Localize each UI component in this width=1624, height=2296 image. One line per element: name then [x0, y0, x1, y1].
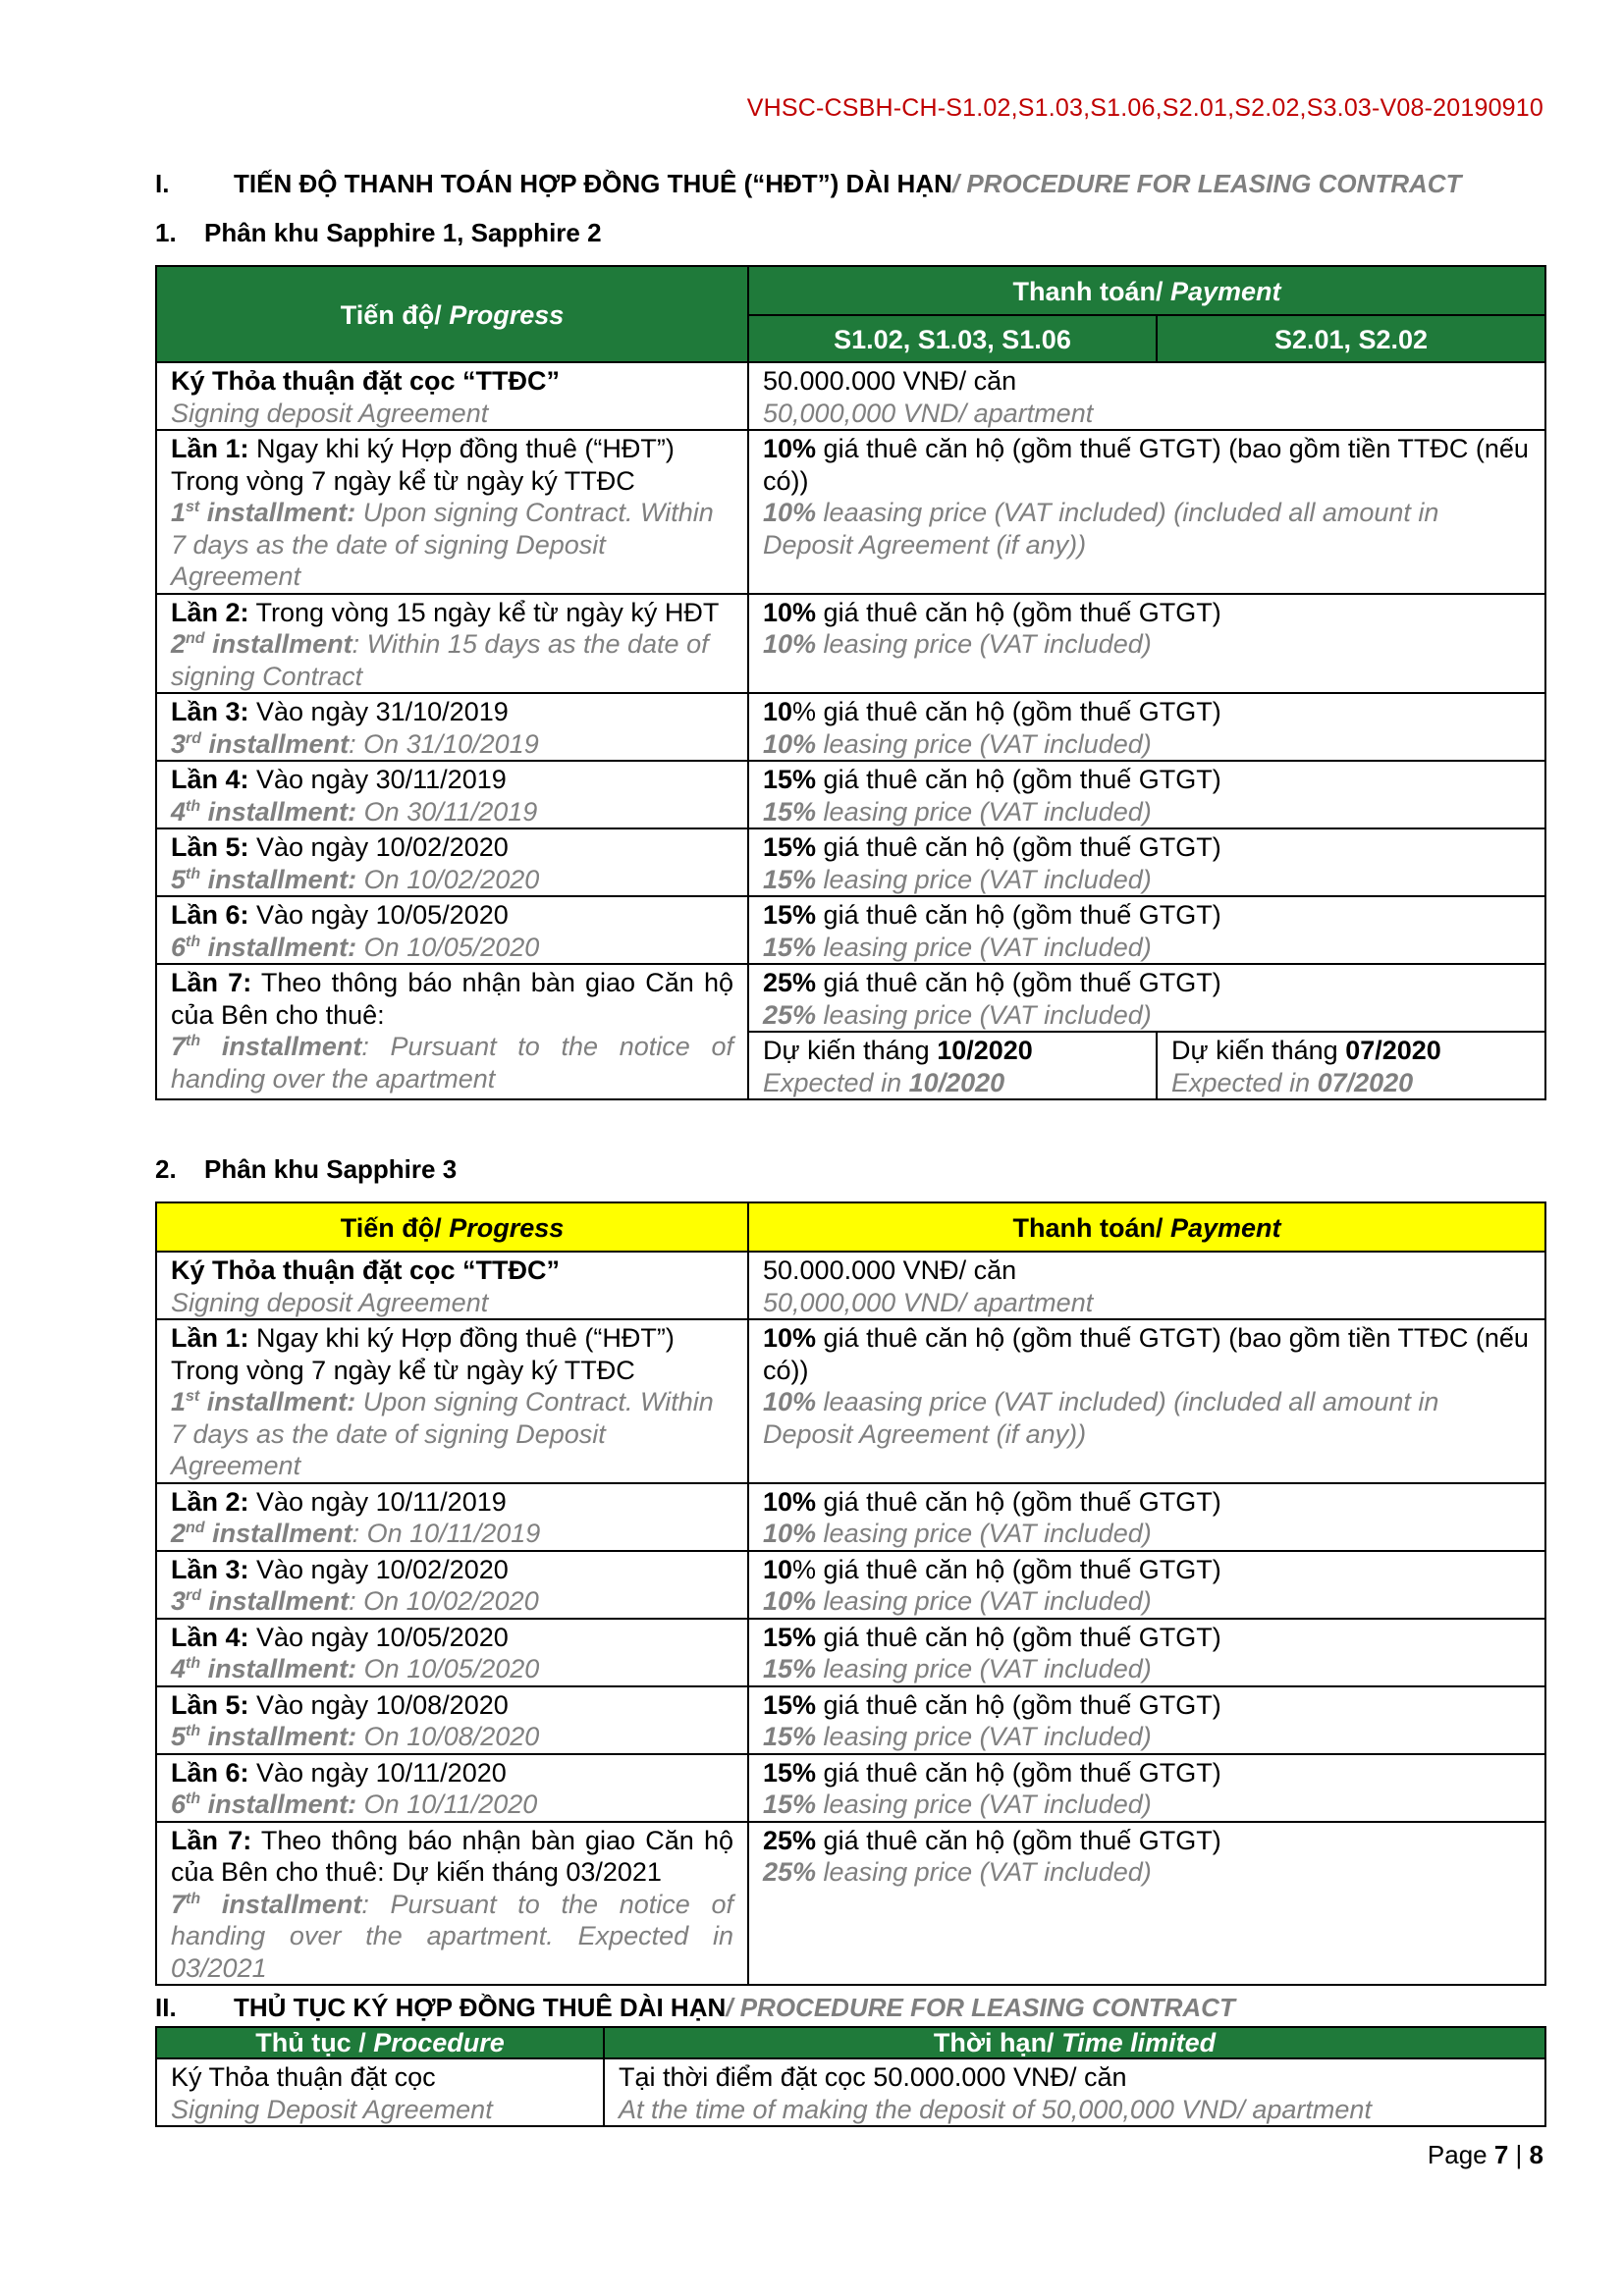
payment-en: 10% leasing price (VAT included): [763, 728, 1152, 759]
document-code: VHSC-CSBH-CH-S1.02,S1.03,S1.06,S2.01,S2.02,S3.03-V08-20190910: [746, 94, 1543, 122]
payment-cell: [748, 964, 1545, 1032]
time-limit-header-en: Time limited: [1061, 2028, 1217, 2057]
progress-en: 1st installment: Upon signing Contract. Within 7 days as the date of signing Deposit Agreement: [171, 498, 714, 591]
subsection-1-title: Phân khu Sapphire 1, Sapphire 2: [204, 218, 602, 247]
progress-en: 2nd installment: On 10/11/2019: [171, 1519, 541, 1548]
progress-en: 6th installment: On 10/05/2020: [171, 932, 540, 962]
progress-cell: [156, 964, 748, 1099]
progress-cell: [156, 1551, 748, 1619]
time-limit-cell: [604, 2058, 1545, 2126]
progress-cell: [156, 1483, 748, 1551]
progress-vi: Lần 5: Vào ngày 10/02/2020: [171, 832, 509, 862]
payment-en: 15% leasing price (VAT included): [763, 864, 1152, 894]
section-2-number: II.: [155, 1993, 177, 2022]
table-row: [156, 693, 1545, 761]
payment-cell: [748, 1754, 1545, 1822]
progress-cell: [156, 362, 748, 430]
table-row: [156, 1754, 1545, 1822]
payment-vi: 10% giá thuê căn hộ (gồm thuế GTGT): [763, 697, 1221, 726]
payment-cell: [748, 594, 1545, 694]
unit-group-a-header: S1.02, S1.03, S1.06: [748, 315, 1157, 362]
payment-vi: 15% giá thuê căn hộ (gồm thuế GTGT): [763, 765, 1221, 794]
payment-cell: [748, 1619, 1545, 1686]
procedure-vi: Ký Thỏa thuận đặt cọc: [171, 2062, 436, 2092]
section-1-heading: [155, 169, 1461, 199]
progress-cell: [156, 1754, 748, 1822]
payment-vi: 25% giá thuê căn hộ (gồm thuế GTGT): [763, 1825, 1221, 1855]
procedure-cell: [156, 2058, 604, 2126]
procedure-header: [156, 2027, 604, 2058]
progress-header-vi: Tiến độ/: [340, 1212, 450, 1243]
payment-vi: 15% giá thuê căn hộ (gồm thuế GTGT): [763, 900, 1221, 930]
progress-en: 2nd installment: Within 15 days as the date of signing Contract: [171, 629, 709, 691]
payment-en: 10% leasing price (VAT included): [763, 1586, 1152, 1616]
payment-vi: 10% giá thuê căn hộ (gồm thuế GTGT): [763, 1486, 1221, 1517]
payment-vi: 10% giá thuê căn hộ (gồm thuế GTGT): [763, 597, 1221, 627]
progress-vi: Lần 2: Vào ngày 10/11/2019: [171, 1486, 507, 1517]
table-row: [156, 964, 1545, 1032]
unit-group-b-header: S2.01, S2.02: [1157, 315, 1545, 362]
progress-header-en: Progress: [449, 1212, 565, 1243]
progress-vi: Lần 3: Vào ngày 31/10/2019: [171, 697, 509, 726]
section-1-number: I.: [155, 169, 170, 198]
payment-en: 10% leasing price (VAT included): [763, 1519, 1152, 1548]
procedure-table: [155, 2026, 1546, 2127]
subsection-1-heading: [155, 218, 602, 248]
progress-vi: Lần 1: Ngay khi ký Hợp đồng thuê (“HĐT”) Trong vòng 7 ngày kể từ ngày ký TTĐC: [171, 434, 675, 496]
payment-en: 10% leaasing price (VAT included) (included all amount in Deposit Agreement (if any)): [763, 1387, 1439, 1449]
progress-cell: [156, 594, 748, 694]
table-row: [156, 362, 1545, 430]
progress-cell: [156, 693, 748, 761]
section-1-title-en: / PROCEDURE FOR LEASING CONTRACT: [951, 169, 1462, 198]
progress-cell: [156, 1822, 748, 1986]
payment-en: 15% leasing price (VAT included): [763, 932, 1152, 962]
procedure-header-en: Procedure: [373, 2028, 505, 2057]
progress-en: Signing deposit Agreement: [171, 398, 489, 428]
payment-cell: [748, 362, 1545, 430]
payment-cell: [748, 761, 1545, 828]
table-row: [156, 1319, 1545, 1483]
progress-en: 4th installment: On 30/11/2019: [171, 796, 538, 827]
progress-cell: [156, 1686, 748, 1754]
page-separator: |: [1508, 2140, 1530, 2169]
payment-table-sapphire-3: [155, 1201, 1546, 1986]
table-row: [156, 761, 1545, 828]
progress-en: 3rd installment: On 10/02/2020: [171, 1586, 539, 1616]
table-row: [156, 1252, 1545, 1319]
payment-header-vi: Thanh toán/: [1012, 276, 1170, 306]
progress-vi: Lần 4: Vào ngày 30/11/2019: [171, 765, 507, 794]
progress-vi: Ký Thỏa thuận đặt cọc “TTĐC”: [171, 1255, 561, 1285]
payment-cell: [748, 1822, 1545, 1986]
progress-en: 1st installment: Upon signing Contract. Within 7 days as the date of signing Deposit Agreement: [171, 1387, 714, 1480]
payment-vi: 50.000.000 VNĐ/ căn: [763, 1255, 1017, 1285]
payment-cell: [748, 430, 1545, 594]
payment-vi: 15% giá thuê căn hộ (gồm thuế GTGT): [763, 1757, 1221, 1788]
progress-en: 3rd installment: On 31/10/2019: [171, 728, 539, 759]
page-number: [1428, 2140, 1543, 2170]
progress-en: 7th installment: Pursuant to the notice of handing over the apartment. Expected in 03/2021: [171, 1889, 733, 1983]
progress-en: 5th installment: On 10/08/2020: [171, 1722, 540, 1751]
page-current: 7: [1493, 2140, 1509, 2169]
payment-vi: 50.000.000 VNĐ/ căn: [763, 366, 1017, 396]
payment-header: [748, 1202, 1545, 1252]
payment-en: 10% leasing price (VAT included): [763, 629, 1152, 659]
payment-cell: [748, 1252, 1545, 1319]
time-limit-en: At the time of making the deposit of 50,000,000 VND/ apartment: [619, 2094, 1372, 2124]
progress-en: 7th installment: Pursuant to the notice of handing over the apartment: [171, 1032, 733, 1094]
subsection-2-title: Phân khu Sapphire 3: [204, 1154, 458, 1184]
section-1-title-vi: TIẾN ĐỘ THANH TOÁN HỢP ĐỒNG THUÊ (“HĐT”) DÀI HẠN: [234, 169, 952, 198]
payment-vi: 15% giá thuê căn hộ (gồm thuế GTGT): [763, 1689, 1221, 1720]
payment-vi: 15% giá thuê căn hộ (gồm thuế GTGT): [763, 1622, 1221, 1652]
payment-cell: [748, 1319, 1545, 1483]
expected-date-group-a: Dự kiến tháng 10/2020 Expected in 10/2020: [748, 1032, 1157, 1099]
progress-header-vi: Tiến độ/: [340, 299, 450, 330]
payment-en: 15% leasing price (VAT included): [763, 1654, 1152, 1683]
payment-vi: 10% giá thuê căn hộ (gồm thuế GTGT) (bao gồm tiền TTĐC (nếu có)): [763, 1323, 1529, 1385]
payment-vi: 25% giá thuê căn hộ (gồm thuế GTGT): [763, 968, 1221, 997]
payment-vi: 10% giá thuê căn hộ (gồm thuế GTGT): [763, 1554, 1221, 1584]
progress-cell: [156, 1252, 748, 1319]
table-row: [156, 1619, 1545, 1686]
payment-vi: 10% giá thuê căn hộ (gồm thuế GTGT) (bao gồm tiền TTĐC (nếu có)): [763, 434, 1529, 496]
expected-date-group-b: Dự kiến tháng 07/2020 Expected in 07/2020: [1157, 1032, 1545, 1099]
subsection-1-number: 1.: [155, 218, 177, 247]
payment-cell: [748, 1686, 1545, 1754]
procedure-header-vi: Thủ tục /: [255, 2028, 374, 2057]
payment-header-vi: Thanh toán/: [1012, 1212, 1170, 1243]
time-limit-vi: Tại thời điểm đặt cọc 50.000.000 VNĐ/ căn: [619, 2062, 1127, 2092]
progress-vi: Ký Thỏa thuận đặt cọc “TTĐC”: [171, 366, 561, 396]
time-limit-header: [604, 2027, 1545, 2058]
payment-en: 15% leasing price (VAT included): [763, 1789, 1152, 1819]
progress-header: [156, 266, 748, 362]
payment-cell: [748, 1551, 1545, 1619]
progress-header-en: Progress: [449, 299, 565, 330]
page-label: Page: [1427, 2140, 1494, 2169]
progress-cell: [156, 1619, 748, 1686]
progress-vi: Lần 7: Theo thông báo nhận bàn giao Căn hộ của Bên cho thuê: Dự kiến tháng 03/2021: [171, 1825, 733, 1887]
progress-cell: [156, 430, 748, 594]
table-row: [156, 1822, 1545, 1986]
table-row: [156, 828, 1545, 896]
payment-en: 15% leasing price (VAT included): [763, 796, 1152, 827]
payment-en: 15% leasing price (VAT included): [763, 1722, 1152, 1751]
progress-vi: Lần 3: Vào ngày 10/02/2020: [171, 1554, 509, 1584]
time-limit-header-vi: Thời hạn/: [933, 2028, 1062, 2057]
progress-vi: Lần 2: Trong vòng 15 ngày kể từ ngày ký HĐT: [171, 597, 720, 627]
table-row: [156, 1686, 1545, 1754]
table-row: [156, 594, 1545, 694]
progress-cell: [156, 761, 748, 828]
procedure-en: Signing Deposit Agreement: [171, 2094, 493, 2124]
progress-cell: [156, 828, 748, 896]
payment-en: 50,000,000 VND/ apartment: [763, 1287, 1094, 1317]
payment-header-en: Payment: [1169, 276, 1281, 306]
table-row: [156, 1483, 1545, 1551]
payment-header-en: Payment: [1169, 1212, 1281, 1243]
payment-table-sapphire-1-2: [155, 265, 1546, 1100]
progress-header: [156, 1202, 748, 1252]
progress-vi: Lần 1: Ngay khi ký Hợp đồng thuê (“HĐT”) Trong vòng 7 ngày kể từ ngày ký TTĐC: [171, 1323, 675, 1385]
payment-en: 25% leasing price (VAT included): [763, 999, 1152, 1030]
payment-cell: [748, 1483, 1545, 1551]
table-row: [156, 896, 1545, 964]
payment-en: 25% leasing price (VAT included): [763, 1857, 1152, 1887]
section-2-title-en: / PROCEDURE FOR LEASING CONTRACT: [726, 1993, 1235, 2022]
table-row: [156, 1551, 1545, 1619]
subsection-2-number: 2.: [155, 1154, 177, 1184]
progress-en: 5th installment: On 10/02/2020: [171, 864, 540, 894]
table-row: [156, 430, 1545, 594]
payment-en: 10% leaasing price (VAT included) (included all amount in Deposit Agreement (if any)): [763, 498, 1439, 560]
payment-cell: [748, 828, 1545, 896]
payment-cell: [748, 693, 1545, 761]
payment-vi: 15% giá thuê căn hộ (gồm thuế GTGT): [763, 832, 1221, 862]
section-2-title-vi: THỦ TỤC KÝ HỢP ĐỒNG THUÊ DÀI HẠN: [234, 1993, 727, 2022]
table-row: [156, 2058, 1545, 2126]
progress-cell: [156, 1319, 748, 1483]
progress-en: 6th installment: On 10/11/2020: [171, 1789, 538, 1819]
progress-vi: Lần 6: Vào ngày 10/05/2020: [171, 900, 509, 930]
progress-en: 4th installment: On 10/05/2020: [171, 1654, 540, 1683]
progress-vi: Lần 5: Vào ngày 10/08/2020: [171, 1689, 509, 1720]
payment-en: 50,000,000 VND/ apartment: [763, 398, 1094, 428]
subsection-2-heading: [155, 1154, 457, 1185]
progress-vi: Lần 6: Vào ngày 10/11/2020: [171, 1757, 507, 1788]
progress-en: Signing deposit Agreement: [171, 1287, 489, 1317]
payment-header: [748, 266, 1545, 315]
progress-vi: Lần 7: Theo thông báo nhận bàn giao Căn hộ của Bên cho thuê:: [171, 968, 733, 1030]
progress-cell: [156, 896, 748, 964]
progress-vi: Lần 4: Vào ngày 10/05/2020: [171, 1622, 509, 1652]
page-total: 8: [1529, 2140, 1543, 2169]
payment-cell: [748, 896, 1545, 964]
section-2-heading: [155, 1993, 1235, 2023]
